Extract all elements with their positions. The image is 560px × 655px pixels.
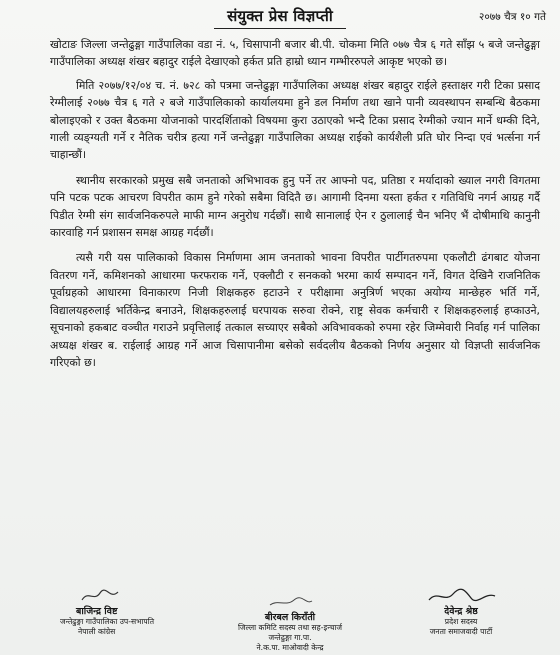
paragraph-4: त्यसै गरी यस पालिकाको विकास निर्माणमा आम जनताको भावना विपरीत पार्टीगतरुपमा एकलौटी ढंगबाट योजना वितरण गर्ने, कमिशनको आधारमा फरफराक गर्ने, एक्लौटी र सनकको भरमा कार्य सम्पादन गर्ने, विगत देखिनै राजनितिक पूर्वाग्रहको आधारमा विनाकारण निजी शिक्षकहरु हटाउने र परीक्षामा अनुत्रिर्ण भएका अयोग्य मान्छेहरु भर्ति गर्ने, विद्यालयहरुलाई भर्तिकेन्द्र बनाउने, शिक्षकहरुलाई घरपायक सरुवा रोक्ने, राष्ट्र सेवक कर्मचारी र शिक्षकहरुलाई हप्काउने, सूचनाको हकबाट वञ्चीत गराउने प्रवृत्तिलाई तत्काल सच्याएर सबैको अविभावकको रुपमा रहेर जिम्मेवारी निर्वाह गर्न पालिका अध्यक्ष शंखर ब. राईलाई आग्रह गर्ने आज चिसापानीमा बसेको सर्वदलीय बैठकको निर्णय अनुसार यो विज्ञप्ती सार्वजनिक गरिएको छ।	[50, 251, 540, 369]
signatory-title-2a: जिल्ला कमिटि सदस्य तथा सह-इन्चार्ज	[237, 623, 343, 632]
document-title: संयुक्त प्रेस विज्ञप्ती	[227, 7, 333, 25]
signature-2	[210, 594, 370, 653]
signatory-title-1a: जन्तेढुङ्गा गाउँपालिका उप-सभापति	[60, 617, 155, 626]
signatory-name-3: देवेन्द्र श्रेष्ठ	[444, 606, 478, 617]
document-date: २०७७ चैत्र १० गते	[478, 11, 546, 23]
signatory-party-1: नेपाली कांग्रेस	[78, 627, 116, 636]
signatory-title-2b: जन्तेढुङ्गा गा.पा.	[268, 633, 312, 642]
signatory-party-3: जनता समाजवादी पार्टी	[429, 627, 493, 636]
document-body	[50, 36, 540, 379]
signature-scribble-1	[60, 588, 130, 604]
title-underline	[214, 28, 346, 29]
signature-scribble-3	[421, 588, 501, 604]
paragraph-3: स्थानीय सरकारको प्रमुख सबै जनताको अभिभावक हुनु पर्ने तर आफ्नो पद, प्रतिष्ठा र मर्यादाको ख्याल नगरी विगतमा पनि पटक पटक आचरण विपरीत काम हुने गरेको सबैमा विदितै छ। आगामी दिनमा यस्ता हर्कत र गतिविधि नगर्न आग्रह गर्दै पिडीत रेग्मी संग सार्वजनिकरुपले माफी माग्न अनुरोध गर्दछौं। साथै सानालाई ऐन र ठुलालाई चैन भनिए भैं दोषीमाथि कानुनी कारवाहि गर्न प्रशासन समक्ष आग्रह गर्दछौं।	[50, 173, 540, 240]
paragraph-2: मिति २०७७/१२/०४ च. नं. ७२८ को पत्रमा जन्तेढुङ्गा गाउँपालिका अध्यक्ष शंखर बहादुर राईले हस्ताक्षर गरी टिका प्रसाद रेग्मीलाई २०७७ चैत्र ६ गते २ बजे गाउँपालिकाको कार्यालयमा हुने डल निर्माण तथा खाने पानी व्यवस्थापन सम्बन्धि बैठकमा बोलाइएको र उक्त बैठकमा योजनाको पारदर्शिताको विषयमा कुरा उठाएको भन्दै टिका प्रसाद रेग्मीको ज्यान मार्ने धम्की दिने, गाली व्यङ्ग्यती गर्ने र नैतिक चरीत्र हत्या गर्ने जन्तेढुङ्गा गाउँपालिका अध्यक्ष राईको कार्यशैली प्रति घोर निन्दा एवं भर्त्सना गर्न चाहान्छौं।	[50, 78, 540, 162]
signatory-title-3: प्रदेश सदस्य	[444, 617, 478, 626]
signatory-name-1: बाजिन्द्र विष्ट	[76, 606, 118, 617]
signatory-name-2: बीरबल किराँती	[264, 612, 316, 623]
signature-1	[60, 588, 210, 637]
paragraph-1: खोटाङ जिल्ला जन्तेढुङ्गा गाउँपालिका वडा नं. ५, चिसापानी बजार बी.पी. चोकमा मिति ०७७ चैत्र ६ गते साँझ ५ बजे जन्तेढुङ्गा गाउँपालिका अध्यक्ष शंखर बहादुर राईले देखाएको हर्कत प्रति हाम्रो ध्यान गम्भीररुपले आकृष्ट भएको छ।	[50, 38, 540, 69]
signatory-party-2: ने.क.पा. माओवादी केन्द्र	[256, 643, 324, 652]
signature-block	[0, 588, 560, 655]
signature-scribble-2	[260, 594, 320, 610]
signature-3	[386, 588, 536, 637]
